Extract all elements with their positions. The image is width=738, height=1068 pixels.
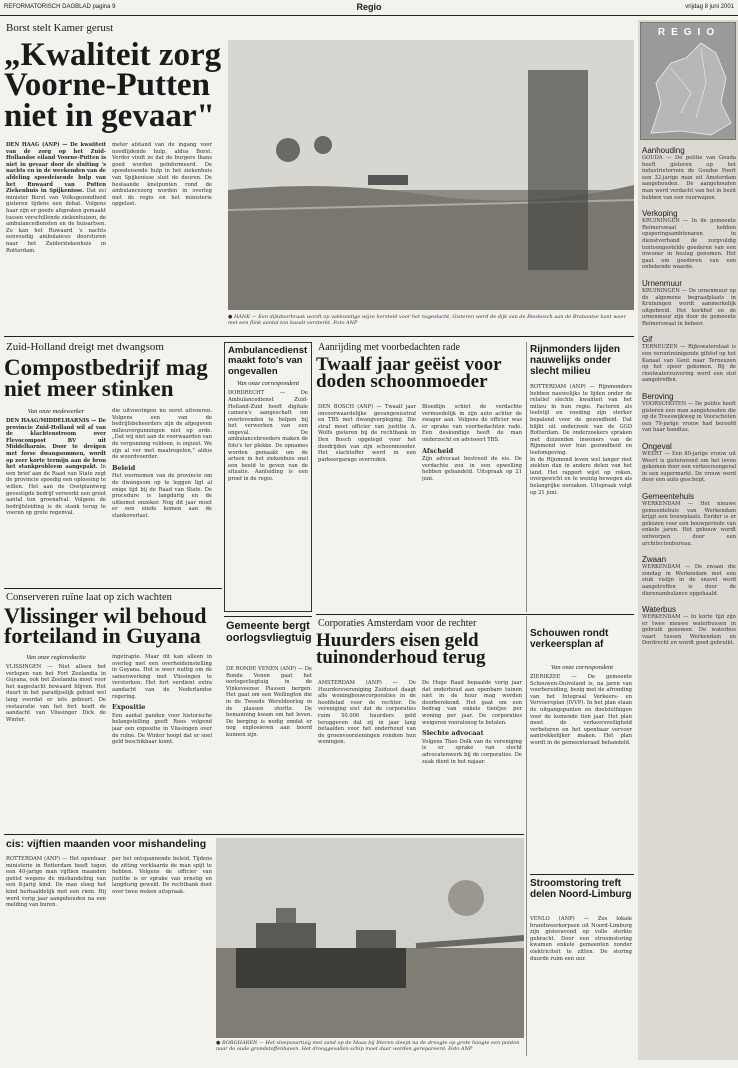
- article-subhead: Slechte advocaat: [422, 729, 484, 738]
- headline-line: Compostbedrijf mag: [4, 355, 208, 380]
- sidebar-item: [642, 605, 736, 647]
- sidebar-item: [642, 335, 736, 384]
- article-text: Het voornemen van de provincie om de dwangsom op te leggen ligt al enige tijd bij de Raad van State. De procedure is langdurig en de uitkomst onzeker. Nog dit jaar moet er een einde komen aan de stankoverlast.: [112, 473, 212, 519]
- section-divider: [224, 616, 312, 617]
- ship-photo-illustration: [216, 838, 524, 1038]
- sidebar-item-title: Waterbus: [642, 605, 676, 615]
- article-headline: Twaalf jaar geëist voor doden schoonmoeder: [316, 354, 502, 393]
- photo-caption: ● BORGHAREN — Het sleepvoartuig met zand op de Maas bij Itteren sleept na de droogte op grote hoogte een ponton naar de oude grondstoffenhaven. Het drooggevallen schip moet daar worden gerepareerd. Foto ANP: [216, 1040, 520, 1053]
- sidebar-item-text: WERKENDAM — De zwaan die zondag in Werkendam met een stuk vislijn in de snavel werd aangetroffen is door de dierenambulance opgehaald.: [642, 564, 736, 597]
- photo-caption: ● HANK — Een dijkdoorbraak wordt op vakkundige wijze hersteld voor het nageslacht. Gisteren werd de dijk van de Biesbosch aan de Brabantse kant weer met een flink aantal ton basalt versterkt. Foto ANP: [228, 314, 626, 327]
- article-byline: Van onze regioredactie: [26, 654, 86, 661]
- sidebar-item-title: Beroving: [642, 392, 674, 402]
- sidebar-item: [642, 492, 736, 547]
- article-text: ROTTERDAM (ANP) — Rijnmonders hebben nauwelijks te lijden onder de relatief slechte kwaliteit van het milieu in hun regio. Factoren als leefstijl en voeding zijn sterker bepalend voor de gezondheid. Dat blijkt uit onderzoek van de GGD Rotterdam. De onderzoekers spraken met duizenden inwoners van de Rijnmond over hun gezondheid en leefomgeving.: [530, 384, 632, 456]
- article-headline: [4, 37, 224, 134]
- photo-dike-repair: [228, 40, 634, 310]
- headline-line: Vlissinger wil behoud: [4, 603, 207, 628]
- article-text: ingetrapte. Maar dit kan alleen in overleg met een overheidsinstelling in Guyana. Het is weer nuttig om de samenwerking met Vlissingen te versterken. Het fort verdient extra aandacht van de Nederlandse regering.: [112, 654, 212, 700]
- sidebar-item-title: Verkoping: [642, 209, 678, 219]
- sidebar-item: [642, 279, 736, 328]
- article-body: [6, 142, 106, 332]
- article-kicker: Aanrijding met voorbedachten rade: [318, 342, 460, 353]
- article-body-col2: per het ontspannende beleid. Tijdens de zitting verklaarde de man spijt te hebben. Volgens de officier van justitie is er sprake van ernstig en langdurig geweld. De rechtbank doet over twee weken uitspraak.: [112, 856, 212, 895]
- article-text: Volgens Theo Dolk van de vereniging is er sprake van slecht advocatenwerk bij de corporaties. De zaak dient in het najaar.: [422, 738, 522, 765]
- header-section: Regio: [356, 2, 382, 12]
- article-headline: [4, 355, 234, 402]
- sidebar-item: [642, 392, 736, 434]
- article-byline: Van onze correspondent: [550, 664, 614, 671]
- page-header: [0, 0, 738, 16]
- sidebar-item-text: KRUININGEN — De urnenmuur op de algemene begraafplaats in Kruiningen wordt aanmerkelijk uitgebreid. Het kerkhof en de urnenmuur zijn door de gemeente Reimerswaal in beheer.: [642, 287, 736, 327]
- headline-line: niet meer stinken: [4, 376, 174, 402]
- article-headline: Schouwen rondt verkeersplan af: [530, 628, 609, 650]
- article-kicker: Conserveren ruïne laat op zich wachten: [6, 592, 172, 603]
- article-body: VLISSINGEN — Niet alleen het verlopen van het Fort Zeelandia in Guyana, ook het Zeelandia moet voor het nageslacht bewaard blijven. Het duurt in het paradijselijk gebied wel lang voordat er iets gebeurt. De restauratie van het fort heeft de aandacht van Vlissinger Dick de Winter.: [6, 664, 106, 723]
- sidebar-item-title: Aanhouding: [642, 146, 685, 155]
- article-body: [6, 418, 106, 584]
- dike-photo-illustration: [228, 40, 634, 310]
- article-body: DEN BOSCH (ANP) — Twaalf jaar onvoorwaardelijke gevangenisstraf en TBS met dwangverpleging. Die straf moet officier van justitie A. Wolfs gisteren bij de rechtbank in Den Bosch opgelegd voor het doodrijden van zijn schoonmoeder. Het slachtoffer werd in een parkeergarage overreden.: [318, 404, 416, 463]
- article-body-col2: [422, 404, 522, 564]
- article-subhead: Expositie: [112, 703, 146, 712]
- article-text: In een brief aan de Raad van State zegt de provincie spoedig een oplossing te willen. Het aan de Oostplantweg gevestigde bedrijf verwerkt een groot aantal ton groenafval. Volgens de bedrijfsleiding is de stank terug te voeren op grote regenval.: [6, 464, 106, 517]
- article-text: Bloedlijn schiet de verdachte vermoedelijk in zijn auto achter de zwager aan. Volgens de officier was er sprake van voorbedachten rade. Een deskundige heeft de man onderzocht en adviseert TBS.: [422, 404, 522, 443]
- sidebar-item-text: WEERT — Een 80-jarige vrouw uit Weert is gisteravond om het leven gekomen door een verkeersongeval in een supermarkt. De vrouw werd door een auto geschept.: [642, 451, 736, 484]
- headline-line: „Kwaliteit zorg: [4, 37, 222, 73]
- headline-line: niet in gevaar": [4, 97, 215, 134]
- article-text: Zijn advocaat bestreed de eis. De verdachte zou in een opwelling hebben gehandeld. Uitspraak op 21 juni.: [422, 456, 522, 482]
- column-divider: [526, 342, 527, 612]
- sidebar-news-list: [642, 146, 736, 1056]
- sidebar-item-title: Gemeentehuis: [642, 491, 695, 501]
- article-body-col2: meter afstand van de ingang voor noodlijdende hulp, aldus Borst. Verder vindt ze dat de burgers thans goed worden geïnformeerd. De spoedeisende hulp in het ziekenhuis van Spijkenisse sluit de deuren. De bestaande knelpunten rond de ambulancezorg worden in overleg met de regio en het ministerie opgelost.: [112, 142, 212, 208]
- header-paper-page: REFORMATORISCH DAGBLAD pagina 9: [4, 4, 116, 10]
- article-headline: Huurders eisen geld tuinonderhoud terug: [316, 630, 486, 669]
- boxed-article: [224, 342, 312, 612]
- article-body-col2: [422, 680, 522, 830]
- article-body: [530, 384, 632, 608]
- article-lead: DEN HAAG (ANP) — De kwaliteit van de zorg op het Zuid-Hollandse eiland Voorne-Putten is niet in gevaar door de sluiting 's nachts en in de weekenden van de afdeling spoedeisende hulp van het Ruwaard van Putten Ziekenhuis in Spijkenisse.: [6, 142, 106, 195]
- article-text: die uitvoeringen nu eerst uitvoeren. Volgens een van de bedrijfsbeheerders zijn de afgegeven milieuvergunningen niet op orde. „Dat wij niet aan de voorwaarden van de vergunning voldoen, is onjuist. We zijn al ver met maatregelen," aldus de woordvoerder.: [112, 408, 212, 461]
- sidebar-item-title: Gif: [642, 335, 653, 345]
- article-headline: Rijnmonders lijden nauwelijks onder slecht milieu: [530, 344, 621, 377]
- article-kicker: cis: vijftien maanden voor mishandeling: [6, 838, 207, 850]
- article-kicker: Corporaties Amsterdam voor de rechter: [318, 618, 477, 629]
- article-headline: Stroomstoring treft delen Noord-Limburg: [530, 878, 632, 900]
- article-body: AMSTERDAM (ANP) — De Huurdersvereniging Zuidoost daagt alle woningbouwcorporaties in de hoofdstad voor de rechter. De vereniging eist dat de corporaties ruim 50.000 huurders geld teruggeven dat zij in jaar lang betaalden voor het onderhoud van de groenvoorzieningen rondom hun woningen.: [318, 680, 416, 746]
- article-body-col2: [112, 654, 212, 830]
- sidebar-item-text: KRUININGEN — In de gemeente Reimerswaal hebben opsporingsambtenaren in dienstverband de zorgvuldig tentoongestelde goederen van een inwoner in beslag genomen. Het gaat om goederen van een onbekende waarde.: [642, 218, 736, 271]
- article-body: ZIERIKZEE — De gemeente Schouwen-Duiveland is, na jaren van voorbereiding, bezig met de afronding van het Integraal Verkeers- en Vervoersplan (IVVP). In het plan staan de uitgangspunten en doelstellingen voor de komende tien jaar. Het plan moet de verkeersveiligheid verbeteren en het openbaar vervoer aantrekkelijker maken. Het plan wordt in de gemeenteraad behandeld.: [530, 674, 632, 746]
- photo-ship-on-river: [216, 838, 524, 1038]
- headline-line: forteiland in Guyana: [4, 623, 201, 649]
- header-date: vrijdag 8 juni 2001: [685, 4, 734, 10]
- sidebar-item-title: Urnenmuur: [642, 278, 683, 288]
- article-text: De Hoge Raad bepaalde vorig jaar dat onderhoud aan openbare tuinen niet in de huur mag worden doorberekend. Het gaat om een bedrag van enkele tientjes per woning per jaar. De corporaties weigeren vooralsnog te betalen.: [422, 680, 522, 726]
- headline-line: Voorne-Putten: [4, 67, 210, 104]
- article-body-col2: [112, 408, 212, 584]
- column-divider: [526, 616, 527, 1056]
- article-kicker: Zuid-Holland dreigt met dwangsom: [6, 341, 164, 353]
- article-lead: DEN HAAG/MIDDELHARNIS — De provincie Zuid-Holland wil af van de klachtenstroom over Flevocompost BV uit Middelharnis. Door te dreigen met forse dwangsommen, wordt op zeer korte termijn aan de bron het stankprobleem aangepakt.: [6, 418, 106, 471]
- box-byline: Van onze correspondent: [236, 380, 300, 388]
- regio-map-icon: [641, 23, 737, 141]
- sidebar-item-text: WERKENDAM — Het nieuwe gemeentehuis van Werkendam krijgt een bouwplaats. Eerder is er gekozen voor een bouwperiode van enkele jaren. Het gebouw wordt ontworpen door een architectenbureau.: [642, 500, 736, 547]
- sidebar-item-text: GOUDA — De politie van Gouda heeft gisteren op het industrieterrein de Goudse Poort een 32-jarige man uit Amsterdam aangehouden. De aangehouden man werd verdacht van het in bezit hebben van een vuurwapen.: [642, 155, 736, 201]
- sidebar-item: [642, 146, 736, 201]
- article-text: In de Rijnmond leven wel langer met ziekten dan in andere delen van het land. Het rapport wijst op roken, overgewicht en te weinig bewegen als belangrijke oorzaken. Uitspraak volgt op 21 juni.: [530, 456, 632, 496]
- regio-banner: [640, 22, 736, 140]
- section-divider: [4, 834, 524, 835]
- article-body: DE RONDE VENEN (ANP) — De Ronde Venen gaat het oorlogsvliegtuig in de Vinkeveense Plassen bergen. Het gaat om een Wellington die in de Tweede Wereldoorlog in de plassen stortte. De bemanning kwam om het leven. De berging is nodig omdat er nog explosieven aan boord kunnen zijn.: [226, 666, 312, 738]
- sidebar-item-title: Ongeval: [642, 442, 672, 451]
- sidebar-item: [642, 442, 736, 484]
- regio-banner-title: REGIO: [657, 27, 721, 38]
- box-title: Ambulancedienst maakt foto's van ongevallen: [228, 345, 308, 377]
- section-divider: [4, 336, 634, 337]
- section-divider: [530, 874, 634, 875]
- sidebar-item-text: TERNEUZEN — Rijkswaterstaat is een verontreinigende gifstof op het Kanaal van Gent naar Terneuzen op het spoor gekomen. Bij de rioolwaterzuivering werd een stof aangetroffen.: [642, 344, 736, 384]
- sidebar-item-text: WERKENDAM — In korte tijd zijn er twee nieuwe waterbussen in gebruik genomen. De waterbus vaart tussen Werkendam en Dordrecht en wordt goed gebruikt.: [642, 614, 736, 647]
- article-body: VENLO (ANP) — Zes lokale brandweerkorpsen uit Noord-Limburg zijn gisteravond op volle sterkte gebracht. Door een stroomstoring kwamen enkele gemeenten zonder elektriciteit te zitten. De storing duurde ruim een uur.: [530, 916, 632, 962]
- box-text: DORDRECHT — De Ambulancedienst Zuid-Holland-Zuid heeft digitale camera's aangeschaft om overlevenden te helpen bij het verwerken van een ongeval. De ambulancebroeders maken de foto's ter plekke. De opnames worden gemaakt om de artsen in het ziekenhuis snel een beeld te geven van de situatie. Aanleiding is een proef in de regio.: [228, 390, 308, 483]
- article-kicker: Borst stelt Kamer gerust: [6, 22, 114, 34]
- article-body: ROTTERDAM (ANP) — Het openbaar ministerie in Rotterdam heeft tegen een 40-jarige man vijftien maanden geëist wegens de mishandeling van een 8-jarig kind. De man sloeg het kind herhaaldelijk met een riem. Hij werd vorig jaar aangehouden na een melding van buren.: [6, 856, 106, 909]
- sidebar-item-title: Zwaan: [642, 555, 667, 565]
- section-divider: [4, 588, 222, 589]
- article-text: Dat zei minister Borst van Volksgezondheid gisteren tijdens een debat. Volgens haar zijn er goede afspraken gemaakt tussen verschillende ziekenhuizen, de ambulancediensten en de huisartsen. Zo kan het Ruwaard 's nachts eenvoudig ambulances doorsturen naar het Zuiderziekenhuis in Rotterdam.: [6, 188, 106, 254]
- sidebar-item-text: VOORSCHOTEN — De politie heeft gisteren een man aangehouden die op de Treeswijkweg in Voorschoten een 79-jarige vrouw had beroofd van haar handtas.: [642, 401, 736, 434]
- article-headline: Gemeente bergt oorlogsvliegtuig: [226, 620, 312, 645]
- sidebar-item: [642, 555, 736, 597]
- article-text: Een aantal panden voor historische belangstelling geeft Roos volgend jaar een expositie in Vlissingen over de ruïne. De Winter hoopt dat er snel geld beschikbaar komt.: [112, 712, 212, 746]
- article-subhead: Beleid: [112, 463, 136, 472]
- article-subhead: Afscheid: [422, 446, 454, 455]
- section-divider: [316, 614, 634, 615]
- article-byline: Van onze medewerker: [27, 408, 85, 415]
- sidebar-item: [642, 209, 736, 271]
